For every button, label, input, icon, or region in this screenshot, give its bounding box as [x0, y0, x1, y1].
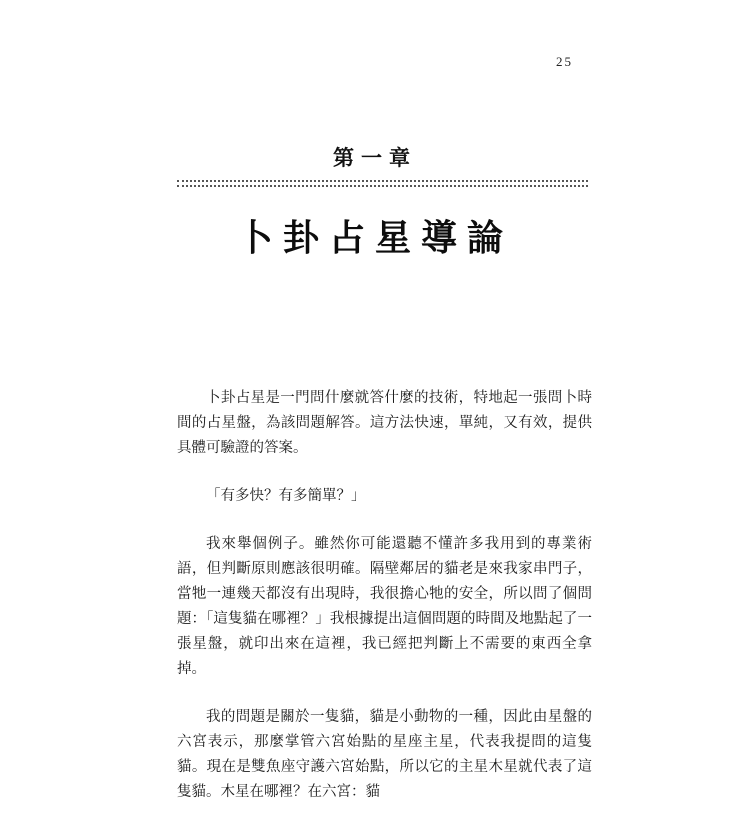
chapter-label: 第一章 [333, 145, 417, 170]
body-text [177, 386, 592, 828]
paragraph-analysis: 我的問題是關於一隻貓，貓是小動物的一種，因此由星盤的六宮表示，那麼掌管六宮始點的星座主星，代表我提問的這隻貓。現在是雙魚座守護六宮始點，所以它的主星木星就代表了這隻貓。木星在哪裡？在六宮：貓 [177, 709, 592, 800]
paragraph-example: 我來舉個例子。雖然你可能還聽不懂許多我用到的專業術語，但判斷原則應該很明確。隔壁鄰居的貓老是來我家串門子，當牠一連幾天都沒有出現時，我很擔心牠的安全，所以問了個問題：「這隻貓在哪裡？」我根據提出這個問題的時間及地點起了一張星盤，就印出來在這裡，我已經把判斷上不需要的東西全拿掉。 [177, 536, 592, 677]
paragraph-quote: 「有多快？有多簡單？」 [206, 488, 366, 504]
chapter-title: 卜卦占星導論 [236, 217, 513, 259]
page-number: 25 [556, 54, 573, 69]
paragraph-intro: 卜卦占星是一門問什麼就答什麼的技術，特地起一張問卜時間的占星盤，為該問題解答。這方法快速，單純，又有效，提供具體可驗證的答案。 [177, 390, 592, 456]
dotted-divider-top [177, 180, 588, 182]
dotted-divider-bottom [177, 185, 588, 187]
